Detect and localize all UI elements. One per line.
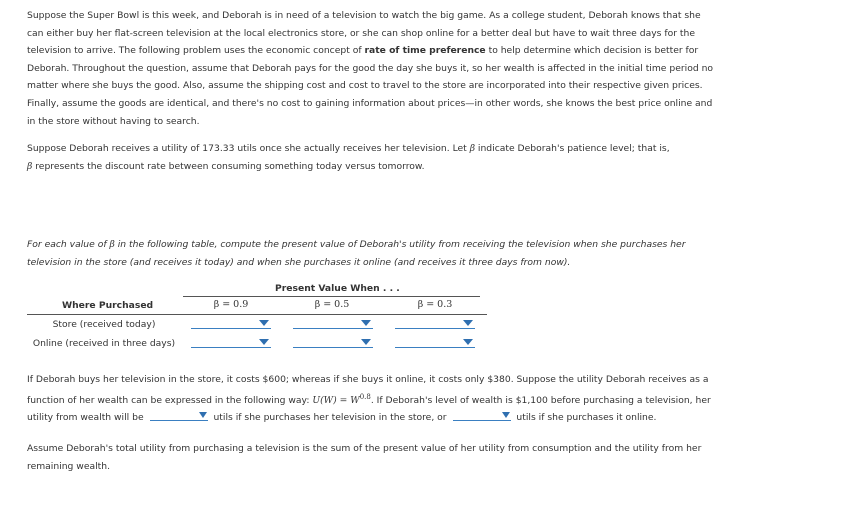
rate-of-time-preference-term: rate of time preference — [364, 45, 486, 57]
column-header-beta-0-3: β = 0.3 — [417, 299, 453, 310]
column-header-beta-0-9: β = 0.9 — [213, 299, 249, 310]
intro-text-2: to help determine which decision is better for Deborah. Throughout the question, assume that Deborah pays for the good the day she buys it, so her wealth is affected in the initial time period no matter where she buys the good. Also, assume the shipping cost and cost to travel to the store are incorporated into their respective given prices. Finally, assume the goods are identical, and there's no cost to gaining information about prices—in other words, she knows the best price online and in the store without having to search. — [27, 45, 714, 127]
beta-symbol: β — [469, 143, 476, 154]
dropdown-store-beta-0-3[interactable] — [395, 318, 475, 329]
wealth-text-4: utils if she purchases it online. — [516, 412, 657, 424]
column-header-beta-0-5: β = 0.5 — [314, 299, 350, 310]
intro-text-1: Suppose the Super Bowl is this week, and Deborah is in need of a television to watch the big game. As a college student, Deborah knows that she can either buy her flat-screen television at the local electronics store, or she can shop online for a better deal but have to wait three days for the television to arrive. The following problem uses the economic concept of — [27, 10, 701, 57]
wealth-paragraph — [27, 371, 717, 427]
header-rule — [27, 314, 487, 315]
chevron-down-icon — [463, 320, 473, 326]
formula-equals: = — [336, 394, 351, 406]
chevron-down-icon — [199, 412, 207, 418]
utility-formula — [312, 392, 371, 406]
table-group-header: Present Value When . . . — [275, 283, 400, 294]
utility-text-3: represents the discount rate between consuming something today versus tomorrow. — [32, 160, 425, 172]
row-label-store: Store (received today) — [52, 319, 156, 330]
formula-exponent: 0.8 — [359, 392, 371, 401]
wealth-text-2: . If Deborah's level of wealth is $1,100 before purchasing a television, her utility from wealth will be — [27, 394, 711, 424]
chevron-down-icon — [502, 412, 510, 418]
formula-base: W — [350, 394, 360, 406]
dropdown-store-beta-0-5[interactable] — [293, 318, 373, 329]
utility-paragraph — [27, 140, 717, 175]
beta-symbol: β — [109, 239, 115, 250]
wealth-text-1: If Deborah buys her television in the store, it costs $600; whereas if she buys it online, it costs only $380. Suppose the utility Deborah receives as a function of her wealth can be expressed in the following way: — [27, 374, 709, 406]
instructions-text-2: in the following table, compute the present value of Deborah's utility from receiving the television when she purchases her television in the store (and receives it today) and when she purchases it online (and receives it three days from now). — [27, 239, 686, 268]
intro-paragraph — [27, 7, 717, 130]
wealth-text-3: utils if she purchases her television in the store, or — [213, 412, 447, 424]
instructions-text-1: For each value of — [27, 239, 110, 250]
utility-text-2: indicate Deborah's patience level; that is, — [475, 143, 670, 154]
chevron-down-icon — [463, 339, 473, 345]
instructions-paragraph — [27, 236, 717, 271]
chevron-down-icon — [259, 320, 269, 326]
beta-symbol: β — [27, 160, 33, 172]
utility-text-1: Suppose Deborah receives a utility of 173.33 utils once she actually receives her television. Let — [27, 143, 470, 154]
where-purchased-header: Where Purchased — [62, 300, 154, 311]
group-header-rule — [183, 296, 480, 297]
formula-lhs: U(W) — [312, 394, 337, 406]
dropdown-online-beta-0-3[interactable] — [395, 337, 475, 348]
dropdown-wealth-online[interactable] — [453, 410, 511, 421]
dropdown-wealth-store[interactable] — [150, 410, 208, 421]
chevron-down-icon — [361, 320, 371, 326]
dropdown-online-beta-0-9[interactable] — [191, 337, 271, 348]
total-utility-paragraph — [27, 440, 717, 475]
dropdown-store-beta-0-9[interactable] — [191, 318, 271, 329]
chevron-down-icon — [361, 339, 371, 345]
total-utility-text: Assume Deborah's total utility from purchasing a television is the sum of the present value of her utility from consumption and the utility from her remaining wealth. — [27, 443, 702, 472]
dropdown-online-beta-0-5[interactable] — [293, 337, 373, 348]
chevron-down-icon — [259, 339, 269, 345]
row-label-online: Online (received in three days) — [32, 338, 176, 349]
